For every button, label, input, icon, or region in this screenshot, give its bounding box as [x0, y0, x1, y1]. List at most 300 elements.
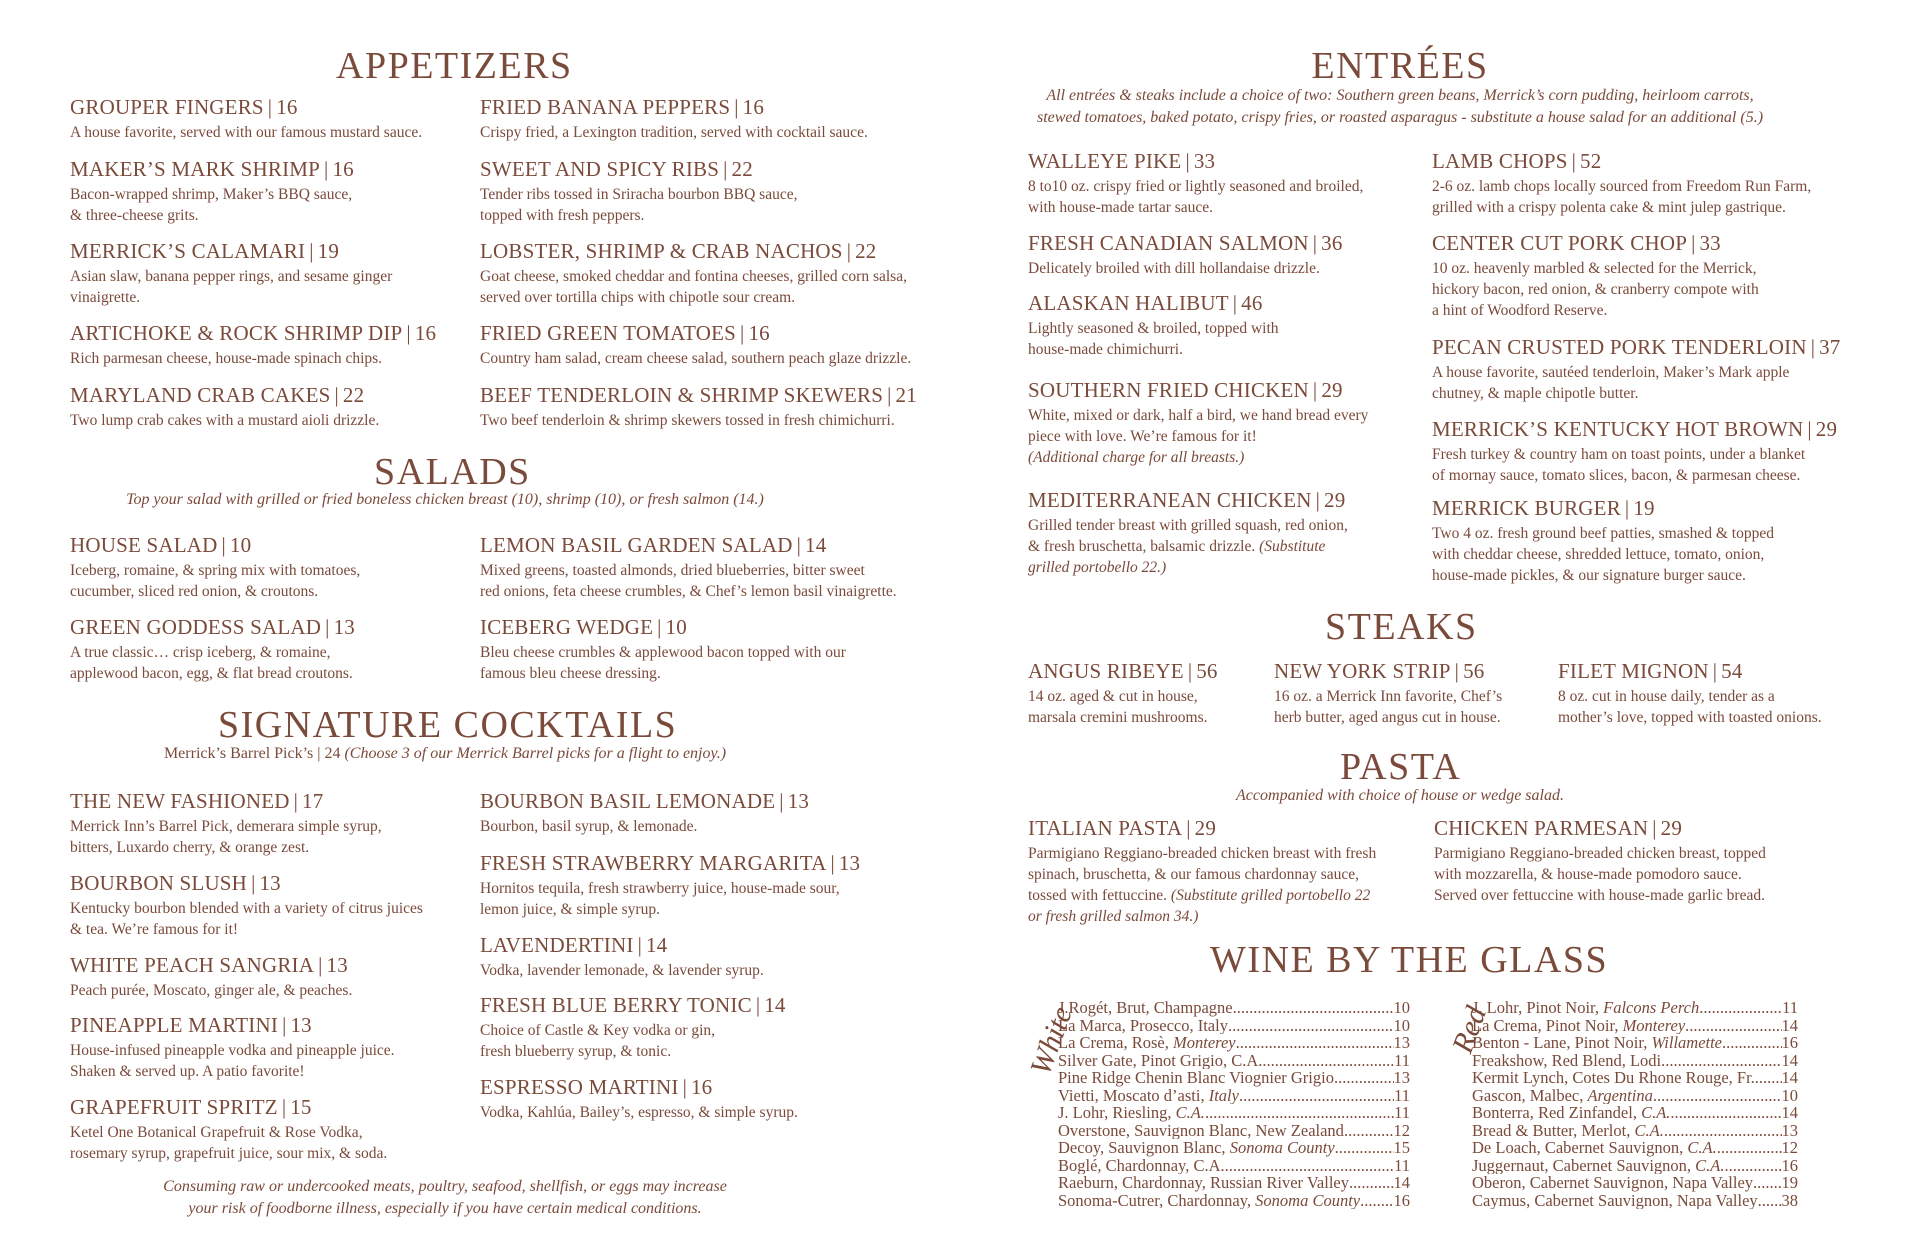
item-price: 16 — [276, 95, 298, 119]
item-description: Two beef tenderloin & shrimp skewers tossed in fresh chimichurri. — [480, 412, 895, 429]
menu-item: FRESH STRAWBERRY MARGARITA | 13 Hornitos tequila, fresh strawberry juice, house-made sour, lemon juice, & simple syrup. — [480, 850, 1000, 920]
wine-name-text: Oberon, Cabernet Sauvignon, Napa Valley — [1472, 1174, 1754, 1192]
entrees-title: ENTRÉES — [1311, 45, 1489, 87]
item-description: Asian slaw, banana pepper rings, and sesame ginger — [70, 268, 393, 285]
dot-leader — [1722, 1034, 1781, 1052]
wine-name-text: Pine Ridge Chenin Blanc Viognier Grigio — [1058, 1069, 1334, 1087]
entrees-note-line: All entrées & steaks include a choice of two: Southern green beans, Merrick’s corn pudding, heirloom carrots, — [1046, 87, 1754, 104]
wine-price: 11 — [1394, 1156, 1410, 1174]
dot-leader — [1653, 1087, 1782, 1105]
pasta-title: PASTA — [1340, 746, 1462, 788]
item-description: White, mixed or dark, half a bird, we hand bread every — [1028, 407, 1369, 424]
item-description: Crispy fried, a Lexington tradition, served with cocktail sauce. — [480, 124, 868, 141]
red-wine-list — [1472, 999, 1798, 1209]
wine-name-text: Decoy, Sauvignon Blanc, — [1058, 1139, 1230, 1157]
item-description: 8 to10 oz. crispy fried or lightly seasoned and broiled, — [1028, 178, 1364, 195]
wine-price: 14 — [1781, 1104, 1798, 1122]
wine-region: Monterey — [1173, 1034, 1236, 1052]
wine-region: Italy — [1208, 1086, 1239, 1104]
pasta-note: Accompanied with choice of house or wedge salad. — [1236, 787, 1564, 804]
dot-leader — [1758, 1192, 1782, 1210]
item-price: 21 — [895, 383, 917, 407]
menu-item: LOBSTER, SHRIMP & CRAB NACHOS | 22 Goat cheese, smoked cheddar and fontina cheeses, grilled corn salsa, served over tortilla chips with chipotle sour cream. — [480, 238, 1000, 308]
item-price: 15 — [290, 1095, 312, 1119]
item-name: LAVENDERTINI — [480, 933, 634, 957]
dot-leader — [1685, 1017, 1781, 1035]
item-description: Bacon-wrapped shrimp, Maker’s BBQ sauce, — [70, 186, 353, 203]
item-description: with mozzarella, & house-made pomodoro sauce. — [1434, 866, 1742, 883]
dot-leader — [1661, 1052, 1781, 1070]
item-name: ARTICHOKE & ROCK SHRIMP DIP — [70, 321, 403, 345]
item-price: 56 — [1463, 659, 1485, 683]
item-name: WHITE PEACH SANGRIA — [70, 953, 315, 977]
item-description: 10 oz. heavenly marbled & selected for the Merrick, — [1432, 260, 1757, 277]
dot-leader — [1755, 1069, 1782, 1087]
menu-item: FRIED BANANA PEPPERS | 16 Crispy fried, a Lexington tradition, served with cocktail sauce. — [480, 94, 1000, 143]
wine-row — [1472, 1069, 1798, 1087]
wine-row — [1472, 1157, 1798, 1175]
item-price: 13 — [787, 789, 810, 813]
item-name: ALASKAN HALIBUT — [1028, 291, 1229, 315]
item-description: house-made chimichurri. — [1028, 341, 1183, 358]
item-name: MARYLAND CRAB CAKES — [70, 383, 331, 407]
wine-region: Monterey — [1622, 1016, 1686, 1034]
wine-name — [1472, 1052, 1661, 1070]
item-description: Served over fettuccine with house-made garlic bread. — [1434, 887, 1765, 904]
dot-leader — [1753, 1174, 1781, 1192]
item-description: herb butter, aged angus cut in house. — [1274, 709, 1501, 726]
wine-name-text: J. Lohr, Pinot Noir, — [1472, 999, 1604, 1017]
wine-region: Willamette — [1651, 1034, 1723, 1052]
wine-price: 11 — [1394, 1104, 1410, 1122]
wine-name — [1472, 999, 1699, 1017]
item-description: grilled with a crispy polenta cake & mint julep gastrique. — [1432, 199, 1786, 216]
wine-name — [1058, 1157, 1225, 1175]
wine-name — [1472, 1122, 1664, 1140]
wine-price: 14 — [1781, 1069, 1798, 1087]
wine-name — [1058, 1017, 1228, 1035]
item-description: A house favorite, served with our famous mustard sauce. — [70, 124, 423, 141]
wine-price: 13 — [1393, 1069, 1410, 1087]
dot-leader — [1699, 999, 1782, 1017]
item-name: GRAPEFRUIT SPRITZ — [70, 1095, 278, 1119]
item-description: served over tortilla chips with chipotle sour cream. — [480, 289, 796, 306]
item-description: 8 oz. cut in house daily, tender as a — [1558, 688, 1775, 705]
wine-name — [1058, 1122, 1344, 1140]
menu-item: MAKER’S MARK SHRIMP | 16 Bacon-wrapped shrimp, Maker’s BBQ sauce, & three-cheese grits. — [70, 156, 470, 226]
cocktails-note-italic: (Choose 3 of our Merrick Barrel picks for a flight to enjoy.) — [344, 745, 727, 762]
menu-item: SWEET AND SPICY RIBS | 22 Tender ribs tossed in Sriracha bourbon BBQ sauce, topped with fresh peppers. — [480, 156, 1000, 226]
wine-row — [1058, 1069, 1410, 1087]
item-name: BOURBON BASIL LEMONADE — [480, 789, 776, 813]
menu-item: ALASKAN HALIBUT | 46 Lightly seasoned & broiled, topped with house-made chimichurri. — [1028, 290, 1428, 360]
dot-leader — [1205, 1104, 1394, 1122]
wine-region: Falcons Perch — [1603, 999, 1700, 1017]
item-description: rosemary syrup, grapefruit juice, sour mix, & soda. — [70, 1145, 388, 1162]
item-description: with house-made tartar sauce. — [1028, 199, 1214, 216]
item-price: 14 — [805, 533, 827, 557]
menu-item: GRAPEFRUIT SPRITZ | 15 Ketel One Botanical Grapefruit & Rose Vodka, rosemary syrup, grapefruit juice, sour mix, & soda. — [70, 1094, 470, 1164]
item-description: (Substitute — [1259, 538, 1326, 555]
item-description: 2-6 oz. lamb chops locally sourced from Freedom Run Farm, — [1432, 178, 1812, 195]
item-description: Shaken & served up. A patio favorite! — [70, 1063, 305, 1080]
item-description: famous bleu cheese dressing. — [480, 665, 661, 682]
item-name: PINEAPPLE MARTINI — [70, 1013, 279, 1037]
item-name: FILET MIGNON — [1558, 659, 1709, 683]
wine-price: 16 — [1781, 1156, 1798, 1174]
wine-row — [1058, 1157, 1410, 1175]
dot-leader — [1335, 1139, 1394, 1157]
wine-region: Sonoma County — [1255, 1191, 1361, 1209]
wine-row — [1472, 1034, 1798, 1052]
item-price: 29 — [1660, 816, 1683, 840]
item-description: house-made pickles, & our signature burger sauce. — [1432, 567, 1746, 584]
white-wine-label: White — [1024, 1002, 1079, 1080]
wine-price: 10 — [1781, 1086, 1798, 1104]
white-wine-list — [1058, 999, 1410, 1209]
item-name: SOUTHERN FRIED CHICKEN — [1028, 378, 1309, 402]
menu-item: FRIED GREEN TOMATOES | 16 Country ham salad, cream cheese salad, southern peach glaze drizzle. — [480, 320, 1000, 369]
dot-leader — [1670, 1104, 1781, 1122]
item-price: 22 — [731, 157, 753, 181]
item-name: FRESH BLUE BERRY TONIC — [480, 993, 752, 1017]
item-description: 16 oz. a Merrick Inn favorite, Chef’s — [1274, 688, 1503, 705]
menu-item: SOUTHERN FRIED CHICKEN | 29 White, mixed or dark, half a bird, we hand bread every piece with love. We’re famous for it! (Additional charge for all breasts.) — [1028, 377, 1428, 468]
dot-leader — [1228, 1017, 1394, 1035]
item-price: 17 — [302, 789, 324, 813]
wine-row — [1472, 999, 1798, 1017]
wine-name — [1472, 1069, 1755, 1087]
menu-item: BEEF TENDERLOIN & SHRIMP SKEWERS | 21 Two beef tenderloin & shrimp skewers tossed in fresh chimichurri. — [480, 382, 1000, 431]
wine-row — [1058, 1104, 1410, 1122]
wine-price: 14 — [1781, 1016, 1798, 1034]
wine-price: 11 — [1394, 1051, 1410, 1069]
wine-name — [1058, 1052, 1262, 1070]
wine-row — [1472, 1052, 1798, 1070]
item-description: piece with love. We’re famous for it! — [1028, 428, 1257, 445]
steaks-title: STEAKS — [1325, 606, 1478, 648]
item-description: (Additional charge for all breasts.) — [1028, 449, 1245, 466]
menu-item: FRESH BLUE BERRY TONIC | 14 Choice of Castle & Key vodka or gin, fresh blueberry syrup, & tonic. — [480, 992, 1000, 1062]
wine-row — [1472, 1104, 1798, 1122]
item-price: 16 — [742, 95, 765, 119]
wine-name-text: Raeburn, Chardonnay, Russian River Valley — [1058, 1174, 1349, 1192]
menu-item: WALLEYE PIKE | 33 8 to10 oz. crispy fried or lightly seasoned and broiled, with house-made tartar sauce. — [1028, 148, 1428, 218]
item-description: tossed with fettuccine. — [1028, 887, 1171, 904]
wine-price: 12 — [1393, 1121, 1410, 1139]
wine-name-text: J.Rogét, Brut, Champagne — [1058, 999, 1233, 1017]
item-price: 13 — [259, 871, 281, 895]
item-description: Parmigiano Reggiano-breaded chicken breast, topped — [1434, 845, 1766, 862]
item-name: WALLEYE PIKE — [1028, 149, 1182, 173]
menu-item: ITALIAN PASTA | 29 Parmigiano Reggiano-breaded chicken breast with fresh spinach, bruschetta, & our famous chardonnay sauce, tossed with fettuccine. (Substitute grilled portobello 22 or fresh grilled salmon 34.) — [1028, 815, 1428, 927]
item-description: & tea. We’re famous for it! — [70, 921, 239, 938]
item-name: FRIED GREEN TOMATOES — [480, 321, 737, 345]
wine-row — [1058, 1139, 1410, 1157]
item-description: hickory bacon, red onion, & cranberry compote with — [1432, 281, 1759, 298]
wine-price: 14 — [1781, 1051, 1798, 1069]
item-price: 33 — [1193, 149, 1216, 173]
wine-name — [1472, 1139, 1717, 1157]
item-description: Ketel One Botanical Grapefruit & Rose Vodka, — [70, 1124, 363, 1141]
wine-price: 15 — [1393, 1139, 1410, 1157]
wine-name-text: Freakshow, Red Blend, Lodi — [1472, 1051, 1662, 1069]
item-price: 29 — [1194, 816, 1217, 840]
item-description: of mornay sauce, tomato slices, bacon, & parmesan cheese. — [1432, 467, 1801, 484]
item-description: Fresh turkey & country ham on toast points, under a blanket — [1432, 446, 1806, 463]
item-price: 16 — [748, 321, 770, 345]
item-description: vinaigrette. — [70, 289, 141, 306]
item-name: FRESH STRAWBERRY MARGARITA — [480, 851, 827, 875]
item-name: ITALIAN PASTA — [1028, 816, 1183, 840]
item-name: LOBSTER, SHRIMP & CRAB NACHOS — [480, 239, 843, 263]
footnote-line: Consuming raw or undercooked meats, poultry, seafood, shellfish, or eggs may increase — [163, 1178, 727, 1195]
item-description: A true classic… crisp iceberg, & romaine, — [70, 644, 331, 661]
dot-leader — [1664, 1122, 1782, 1140]
wine-name-text: Caymus, Cabernet Sauvignon, Napa Valley — [1472, 1191, 1758, 1209]
item-name: GREEN GODDESS SALAD — [70, 615, 322, 639]
item-name: CENTER CUT PORK CHOP — [1432, 231, 1688, 255]
wine-row — [1058, 1087, 1410, 1105]
wine-row — [1058, 1192, 1410, 1210]
wine-region: C.A. — [1687, 1139, 1717, 1157]
red-wine-label: Red — [1446, 1002, 1493, 1058]
item-description: Kentucky bourbon blended with a variety of citrus juices — [70, 900, 423, 917]
dot-leader — [1725, 1157, 1782, 1175]
item-price: 16 — [690, 1075, 713, 1099]
item-name: BEEF TENDERLOIN & SHRIMP SKEWERS — [480, 383, 884, 407]
item-price: 10 — [229, 533, 252, 557]
item-description: Bourbon, basil syrup, & lemonade. — [480, 818, 698, 835]
item-price: 22 — [855, 239, 877, 263]
wine-name — [1058, 1174, 1349, 1192]
item-name: HOUSE SALAD — [70, 533, 218, 557]
menu-item: PECAN CRUSTED PORK TENDERLOIN | 37 A house favorite, sautéed tenderloin, Maker’s Mark apple chutney, & maple chipotle butter. — [1432, 334, 1892, 404]
wine-name-text: La Crema, Pinot Noir, — [1472, 1016, 1623, 1034]
wine-price: 12 — [1781, 1139, 1798, 1157]
wine-name — [1058, 999, 1233, 1017]
wine-name — [1058, 1139, 1335, 1157]
wine-row — [1058, 1122, 1410, 1140]
item-name: LAMB CHOPS — [1432, 149, 1568, 173]
menu-item: BOURBON SLUSH | 13 Kentucky bourbon blended with a variety of citrus juices & tea. We’re famous for it! — [70, 870, 470, 940]
item-name: LEMON BASIL GARDEN SALAD — [480, 533, 793, 557]
item-description: grilled portobello 22.) — [1028, 559, 1167, 576]
wine-name-text: Kermit Lynch, Cotes Du Rhone Rouge, Fr. — [1472, 1069, 1755, 1087]
menu-item: WHITE PEACH SANGRIA | 13 Peach purée, Moscato, ginger ale, & peaches. — [70, 952, 470, 1001]
menu-item: HOUSE SALAD | 10 Iceberg, romaine, & spring mix with tomatoes, cucumber, sliced red onion, & croutons. — [70, 532, 470, 602]
dot-leader — [1233, 999, 1394, 1017]
dot-leader — [1344, 1122, 1394, 1140]
item-name: ESPRESSO MARTINI — [480, 1075, 679, 1099]
wine-price: 10 — [1393, 1016, 1410, 1034]
menu-item: BOURBON BASIL LEMONADE | 13 Bourbon, basil syrup, & lemonade. — [480, 788, 1000, 837]
item-description: chutney, & maple chipotle butter. — [1432, 385, 1639, 402]
menu-item: CHICKEN PARMESAN | 29 Parmigiano Reggiano-breaded chicken breast, topped with mozzarella, & house-made pomodoro sauce. Served over fettuccine with house-made garlic bread. — [1434, 815, 1874, 906]
wine-row — [1058, 1174, 1410, 1192]
item-description: cucumber, sliced red onion, & croutons. — [70, 583, 319, 600]
wine-name — [1472, 1104, 1670, 1122]
menu-item: FRESH CANADIAN SALMON | 36 Delicately broiled with dill hollandaise drizzle. — [1028, 230, 1428, 279]
item-description: Parmigiano Reggiano-breaded chicken breast with fresh — [1028, 845, 1377, 862]
salads-note: Top your salad with grilled or fried boneless chicken breast (10), shrimp (10), or fresh salmon (14.) — [126, 491, 764, 508]
item-description: a hint of Woodford Reserve. — [1432, 302, 1608, 319]
wine-name-text: Bread & Butter, Merlot, — [1472, 1121, 1635, 1139]
item-description: Two lump crab cakes with a mustard aioli drizzle. — [70, 412, 380, 429]
item-price: 22 — [342, 383, 365, 407]
item-description: Rich parmesan cheese, house-made spinach chips. — [70, 350, 383, 367]
dot-leader — [1239, 1087, 1394, 1105]
dot-leader — [1334, 1069, 1394, 1087]
item-price: 19 — [317, 239, 340, 263]
item-description: topped with fresh peppers. — [480, 207, 645, 224]
wine-name — [1472, 1087, 1653, 1105]
item-price: 10 — [665, 615, 687, 639]
wine-row — [1472, 1087, 1798, 1105]
wine-name-text: Benton - Lane, Pinot Noir, — [1472, 1034, 1652, 1052]
dot-leader — [1262, 1052, 1394, 1070]
item-name: GROUPER FINGERS — [70, 95, 264, 119]
item-name: MEDITERRANEAN CHICKEN — [1028, 488, 1312, 512]
item-name: PECAN CRUSTED PORK TENDERLOIN — [1432, 335, 1807, 359]
wine-name — [1058, 1069, 1334, 1087]
item-description: Hornitos tequila, fresh strawberry juice, house-made sour, — [480, 880, 840, 897]
menu-item: ANGUS RIBEYE | 56 14 oz. aged & cut in house, marsala cremini mushrooms. — [1028, 658, 1268, 728]
item-description: (Substitute grilled portobello 22 — [1170, 887, 1371, 904]
item-name: FRESH CANADIAN SALMON — [1028, 231, 1309, 255]
wine-row — [1472, 1017, 1798, 1035]
item-name: MERRICK’S KENTUCKY HOT BROWN — [1432, 417, 1804, 441]
wine-price: 11 — [1394, 1086, 1410, 1104]
item-description: A house favorite, sautéed tenderloin, Maker’s Mark apple — [1432, 364, 1790, 381]
item-description: Lightly seasoned & broiled, topped with — [1028, 320, 1279, 337]
item-price: 13 — [333, 615, 355, 639]
item-name: THE NEW FASHIONED — [70, 789, 290, 813]
wine-row — [1058, 1017, 1410, 1035]
wine-row — [1058, 1052, 1410, 1070]
wine-name — [1472, 1157, 1725, 1175]
menu-item: PINEAPPLE MARTINI | 13 House-infused pineapple vodka and pineapple juice. Shaken & served up. A patio favorite! — [70, 1012, 470, 1082]
menu-item: FILET MIGNON | 54 8 oz. cut in house daily, tender as a mother’s love, topped with toasted onions. — [1558, 658, 1898, 728]
wine-title: WINE BY THE GLASS — [1210, 939, 1609, 981]
cocktails-note — [60, 743, 830, 765]
item-description: Delicately broiled with dill hollandaise drizzle. — [1028, 260, 1320, 277]
menu-item: LEMON BASIL GARDEN SALAD | 14 Mixed greens, toasted almonds, dried blueberries, bitter sweet red onions, feta cheese crumbles, & Chef’s lemon basil vinaigrette. — [480, 532, 1000, 602]
item-price: 13 — [326, 953, 348, 977]
item-description: Vodka, lavender lemonade, & lavender syrup. — [480, 962, 764, 979]
item-price: 29 — [1324, 488, 1346, 512]
item-price: 19 — [1633, 496, 1655, 520]
wine-name-text: Gascon, Malbec, — [1472, 1086, 1588, 1104]
item-name: MAKER’S MARK SHRIMP — [70, 157, 321, 181]
menu-item: MERRICK’S CALAMARI | 19 Asian slaw, banana pepper rings, and sesame ginger vinaigrette. — [70, 238, 470, 308]
item-description: with cheddar cheese, shredded lettuce, tomato, onion, — [1432, 546, 1765, 563]
wine-row — [1058, 999, 1410, 1017]
cocktails-title: SIGNATURE COCKTAILS — [218, 704, 678, 746]
item-description: Peach purée, Moscato, ginger ale, & peaches. — [70, 982, 353, 999]
wine-name-text: La Crema, Rosè, — [1058, 1034, 1174, 1052]
item-description: marsala cremini mushrooms. — [1028, 709, 1208, 726]
item-price: 16 — [414, 321, 437, 345]
wine-name-text: Sonoma-Cutrer, Chardonnay, — [1058, 1191, 1256, 1209]
wine-name-text: Overstone, Sauvignon Blanc, New Zealand — [1058, 1121, 1344, 1139]
item-description: Two 4 oz. fresh ground beef patties, smashed & topped — [1432, 525, 1774, 542]
item-description: House-infused pineapple vodka and pineapple juice. — [70, 1042, 395, 1059]
wine-region: C.A. — [1175, 1104, 1205, 1122]
dot-leader — [1349, 1174, 1394, 1192]
menu-item: LAVENDERTINI | 14 Vodka, lavender lemonade, & lavender syrup. — [480, 932, 1000, 981]
item-description: 14 oz. aged & cut in house, — [1028, 688, 1198, 705]
wine-price: 16 — [1781, 1034, 1798, 1052]
wine-price: 19 — [1781, 1174, 1798, 1192]
wine-row — [1472, 1139, 1798, 1157]
item-price: 54 — [1721, 659, 1743, 683]
wine-name-text: Silver Gate, Pinot Grigio, C.A. — [1058, 1051, 1263, 1069]
item-description: Tender ribs tossed in Sriracha bourbon BBQ sauce, — [480, 186, 798, 203]
item-price: 33 — [1699, 231, 1721, 255]
item-description: Grilled tender breast with grilled squash, red onion, — [1028, 517, 1348, 534]
food-safety-footnote — [60, 1176, 830, 1220]
item-description: Vodka, Kahlúa, Bailey’s, espresso, & simple syrup. — [480, 1104, 798, 1121]
wine-region: C.A. — [1695, 1156, 1725, 1174]
salads-title: SALADS — [374, 451, 531, 493]
wine-row — [1472, 1122, 1798, 1140]
menu-item: GROUPER FINGERS | 16 A house favorite, served with our famous mustard sauce. — [70, 94, 470, 143]
item-description: lemon juice, & simple syrup. — [480, 901, 660, 918]
cocktails-note-plain: Merrick’s Barrel Pick’s | 24 — [163, 745, 341, 762]
item-description: or fresh grilled salmon 34.) — [1028, 908, 1199, 925]
wine-name — [1472, 1174, 1753, 1192]
wine-name-text: La Marca, Prosecco, Italy — [1058, 1016, 1228, 1034]
wine-region: Sonoma County — [1229, 1139, 1335, 1157]
wine-name — [1472, 1034, 1722, 1052]
wine-name — [1058, 1192, 1360, 1210]
item-description: mother’s love, topped with toasted onions. — [1558, 709, 1822, 726]
dot-leader — [1717, 1139, 1782, 1157]
wine-name — [1058, 1104, 1205, 1122]
item-name: ANGUS RIBEYE — [1028, 659, 1184, 683]
wine-name-text: De Loach, Cabernet Sauvignon, — [1472, 1139, 1688, 1157]
item-description: Choice of Castle & Key vodka or gin, — [480, 1022, 716, 1039]
wine-region: C.A. — [1634, 1121, 1664, 1139]
wine-name — [1472, 1017, 1685, 1035]
item-price: 56 — [1196, 659, 1218, 683]
item-price: 37 — [1819, 335, 1841, 359]
item-name: SWEET AND SPICY RIBS — [480, 157, 720, 181]
item-description: applewood bacon, egg, & flat bread croutons. — [70, 665, 353, 682]
wine-price: 14 — [1393, 1174, 1410, 1192]
entrees-note — [1030, 85, 1770, 129]
wine-name-text: Bonterra, Red Zinfandel, — [1472, 1104, 1642, 1122]
menu-item: ARTICHOKE & ROCK SHRIMP DIP | 16 Rich parmesan cheese, house-made spinach chips. — [70, 320, 470, 369]
item-description: Merrick Inn’s Barrel Pick, demerara simple syrup, — [70, 818, 382, 835]
dot-leader — [1360, 1192, 1393, 1210]
wine-row — [1472, 1174, 1798, 1192]
item-description: fresh blueberry syrup, & tonic. — [480, 1043, 672, 1060]
item-description: Goat cheese, smoked cheddar and fontina cheeses, grilled corn salsa, — [480, 268, 907, 285]
wine-name — [1472, 1192, 1758, 1210]
wine-row — [1058, 1034, 1410, 1052]
item-description: Iceberg, romaine, & spring mix with tomatoes, — [70, 562, 361, 579]
wine-price: 38 — [1781, 1191, 1798, 1209]
wine-price: 13 — [1393, 1034, 1410, 1052]
wine-price: 13 — [1781, 1121, 1798, 1139]
wine-region: C.A. — [1641, 1104, 1671, 1122]
wine-price: 11 — [1782, 999, 1798, 1017]
menu-item: ESPRESSO MARTINI | 16 Vodka, Kahlúa, Bailey’s, espresso, & simple syrup. — [480, 1074, 1000, 1123]
appetizers-title: APPETIZERS — [336, 45, 573, 87]
entrees-note-line: stewed tomatoes, baked potato, crispy fries, or roasted asparagus - substitute a house salad for an additional (5.) — [1036, 109, 1764, 126]
